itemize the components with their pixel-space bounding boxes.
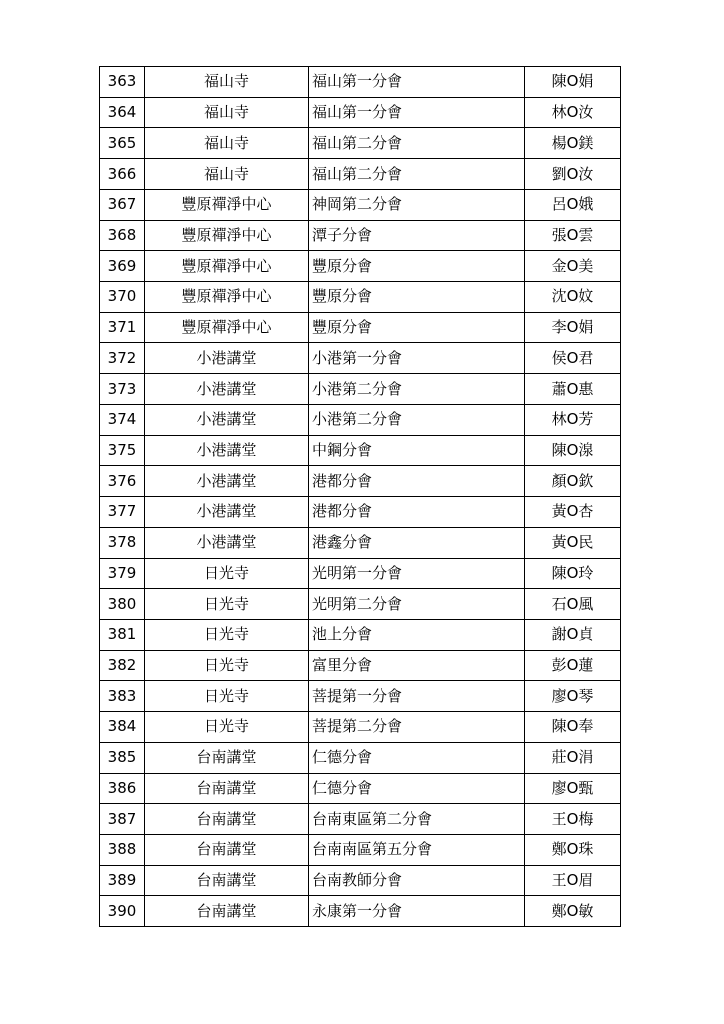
row-number: 376 xyxy=(100,466,145,497)
table-row xyxy=(100,97,621,128)
table-row xyxy=(100,681,621,712)
table-row xyxy=(100,374,621,405)
row-number: 382 xyxy=(100,650,145,681)
branch-cell: 菩提第二分會 xyxy=(309,712,525,743)
name-cell: 石O風 xyxy=(525,589,621,620)
branch-cell: 福山第一分會 xyxy=(309,67,525,98)
row-number: 367 xyxy=(100,189,145,220)
row-number: 378 xyxy=(100,527,145,558)
name-cell: 侯O君 xyxy=(525,343,621,374)
branch-cell: 福山第一分會 xyxy=(309,97,525,128)
table-row xyxy=(100,804,621,835)
temple-cell: 台南講堂 xyxy=(145,896,309,927)
temple-cell: 小港講堂 xyxy=(145,435,309,466)
branch-cell: 光明第一分會 xyxy=(309,558,525,589)
branch-cell: 菩提第一分會 xyxy=(309,681,525,712)
roster-table-body xyxy=(100,67,621,927)
temple-cell: 福山寺 xyxy=(145,97,309,128)
branch-cell: 豐原分會 xyxy=(309,251,525,282)
temple-cell: 小港講堂 xyxy=(145,466,309,497)
branch-cell: 港都分會 xyxy=(309,497,525,528)
temple-cell: 福山寺 xyxy=(145,128,309,159)
table-row xyxy=(100,251,621,282)
table-row xyxy=(100,159,621,190)
branch-cell: 仁德分會 xyxy=(309,742,525,773)
name-cell: 王O眉 xyxy=(525,865,621,896)
temple-cell: 小港講堂 xyxy=(145,527,309,558)
table-row xyxy=(100,589,621,620)
row-number: 374 xyxy=(100,404,145,435)
branch-cell: 永康第一分會 xyxy=(309,896,525,927)
row-number: 388 xyxy=(100,834,145,865)
row-number: 380 xyxy=(100,589,145,620)
table-row xyxy=(100,128,621,159)
name-cell: 莊O涓 xyxy=(525,742,621,773)
row-number: 373 xyxy=(100,374,145,405)
row-number: 389 xyxy=(100,865,145,896)
temple-cell: 日光寺 xyxy=(145,619,309,650)
temple-cell: 日光寺 xyxy=(145,558,309,589)
name-cell: 彭O蓮 xyxy=(525,650,621,681)
branch-cell: 小港第二分會 xyxy=(309,374,525,405)
table-row xyxy=(100,712,621,743)
branch-cell: 豐原分會 xyxy=(309,282,525,313)
name-cell: 廖O琴 xyxy=(525,681,621,712)
temple-cell: 日光寺 xyxy=(145,589,309,620)
table-row xyxy=(100,527,621,558)
branch-cell: 港都分會 xyxy=(309,466,525,497)
temple-cell: 日光寺 xyxy=(145,712,309,743)
row-number: 369 xyxy=(100,251,145,282)
table-row xyxy=(100,558,621,589)
row-number: 365 xyxy=(100,128,145,159)
branch-cell: 台南東區第二分會 xyxy=(309,804,525,835)
table-row xyxy=(100,466,621,497)
branch-cell: 潭子分會 xyxy=(309,220,525,251)
row-number: 377 xyxy=(100,497,145,528)
branch-cell: 小港第一分會 xyxy=(309,343,525,374)
temple-cell: 福山寺 xyxy=(145,67,309,98)
table-row xyxy=(100,67,621,98)
table-row xyxy=(100,896,621,927)
row-number: 383 xyxy=(100,681,145,712)
row-number: 366 xyxy=(100,159,145,190)
branch-cell: 池上分會 xyxy=(309,619,525,650)
row-number: 371 xyxy=(100,312,145,343)
temple-cell: 豐原禪淨中心 xyxy=(145,220,309,251)
roster-table xyxy=(99,66,621,927)
name-cell: 楊O鎂 xyxy=(525,128,621,159)
name-cell: 呂O娥 xyxy=(525,189,621,220)
row-number: 368 xyxy=(100,220,145,251)
temple-cell: 台南講堂 xyxy=(145,865,309,896)
temple-cell: 豐原禪淨中心 xyxy=(145,189,309,220)
row-number: 384 xyxy=(100,712,145,743)
name-cell: 顏O欽 xyxy=(525,466,621,497)
row-number: 386 xyxy=(100,773,145,804)
name-cell: 鄭O珠 xyxy=(525,834,621,865)
name-cell: 王O梅 xyxy=(525,804,621,835)
branch-cell: 台南教師分會 xyxy=(309,865,525,896)
temple-cell: 小港講堂 xyxy=(145,404,309,435)
table-row xyxy=(100,742,621,773)
table-row xyxy=(100,650,621,681)
temple-cell: 台南講堂 xyxy=(145,804,309,835)
temple-cell: 台南講堂 xyxy=(145,742,309,773)
table-row xyxy=(100,619,621,650)
name-cell: 金O美 xyxy=(525,251,621,282)
name-cell: 沈O妏 xyxy=(525,282,621,313)
row-number: 385 xyxy=(100,742,145,773)
row-number: 390 xyxy=(100,896,145,927)
temple-cell: 日光寺 xyxy=(145,681,309,712)
name-cell: 廖O甄 xyxy=(525,773,621,804)
row-number: 372 xyxy=(100,343,145,374)
branch-cell: 中鋼分會 xyxy=(309,435,525,466)
row-number: 375 xyxy=(100,435,145,466)
name-cell: 陳O玲 xyxy=(525,558,621,589)
temple-cell: 日光寺 xyxy=(145,650,309,681)
row-number: 364 xyxy=(100,97,145,128)
temple-cell: 豐原禪淨中心 xyxy=(145,251,309,282)
table-row xyxy=(100,497,621,528)
table-row xyxy=(100,282,621,313)
branch-cell: 神岡第二分會 xyxy=(309,189,525,220)
name-cell: 林O汝 xyxy=(525,97,621,128)
row-number: 379 xyxy=(100,558,145,589)
row-number: 370 xyxy=(100,282,145,313)
name-cell: 鄭O敏 xyxy=(525,896,621,927)
temple-cell: 豐原禪淨中心 xyxy=(145,312,309,343)
table-row xyxy=(100,404,621,435)
name-cell: 李O娟 xyxy=(525,312,621,343)
name-cell: 劉O汝 xyxy=(525,159,621,190)
table-row xyxy=(100,865,621,896)
branch-cell: 小港第二分會 xyxy=(309,404,525,435)
name-cell: 陳O湶 xyxy=(525,435,621,466)
branch-cell: 台南南區第五分會 xyxy=(309,834,525,865)
name-cell: 張O雲 xyxy=(525,220,621,251)
branch-cell: 福山第二分會 xyxy=(309,128,525,159)
temple-cell: 小港講堂 xyxy=(145,374,309,405)
branch-cell: 豐原分會 xyxy=(309,312,525,343)
branch-cell: 光明第二分會 xyxy=(309,589,525,620)
temple-cell: 台南講堂 xyxy=(145,834,309,865)
temple-cell: 小港講堂 xyxy=(145,497,309,528)
name-cell: 陳O娟 xyxy=(525,67,621,98)
branch-cell: 港鑫分會 xyxy=(309,527,525,558)
branch-cell: 富里分會 xyxy=(309,650,525,681)
temple-cell: 福山寺 xyxy=(145,159,309,190)
name-cell: 黃O杏 xyxy=(525,497,621,528)
temple-cell: 豐原禪淨中心 xyxy=(145,282,309,313)
name-cell: 陳O奉 xyxy=(525,712,621,743)
table-row xyxy=(100,343,621,374)
name-cell: 蕭O惠 xyxy=(525,374,621,405)
table-row xyxy=(100,220,621,251)
temple-cell: 台南講堂 xyxy=(145,773,309,804)
row-number: 381 xyxy=(100,619,145,650)
table-row xyxy=(100,312,621,343)
row-number: 363 xyxy=(100,67,145,98)
table-row xyxy=(100,773,621,804)
temple-cell: 小港講堂 xyxy=(145,343,309,374)
table-row xyxy=(100,834,621,865)
name-cell: 黃O民 xyxy=(525,527,621,558)
branch-cell: 福山第二分會 xyxy=(309,159,525,190)
name-cell: 林O芳 xyxy=(525,404,621,435)
table-row xyxy=(100,189,621,220)
table-row xyxy=(100,435,621,466)
row-number: 387 xyxy=(100,804,145,835)
name-cell: 謝O貞 xyxy=(525,619,621,650)
branch-cell: 仁德分會 xyxy=(309,773,525,804)
